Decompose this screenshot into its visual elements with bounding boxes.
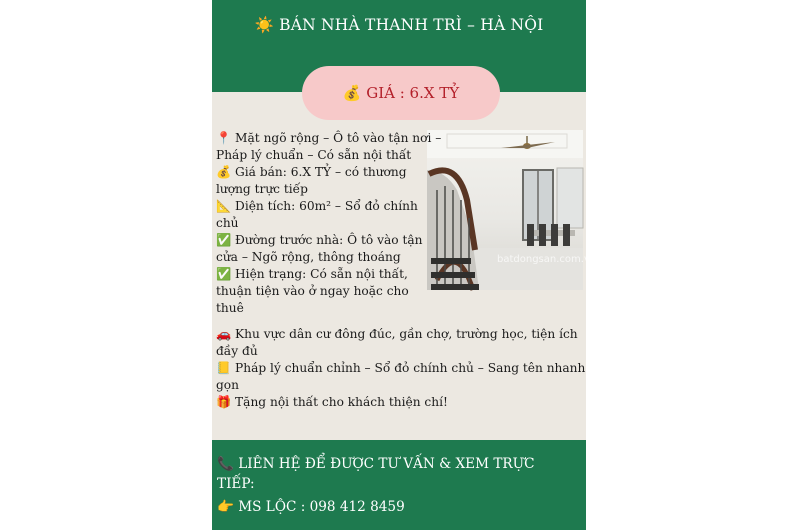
detail-line: 📍 Mặt ngõ rộng – Ô tô vào tận nơi – (216, 131, 442, 145)
highlight-line: đầy đủ (216, 344, 258, 358)
contact-footer (212, 440, 586, 530)
detail-line: Pháp lý chuẩn – Có sẵn nội thất (216, 148, 412, 162)
detail-line: ✅ Hiện trạng: Có sẵn nội thất, (216, 267, 408, 281)
highlight-line: 🚗 Khu vực dân cư đông đúc, gần chợ, trường học, tiện ích (216, 327, 578, 341)
highlight-line: 🎁 Tặng nội thất cho khách thiện chí! (216, 395, 448, 409)
highlight-line: 📒 Pháp lý chuẩn chỉnh – Sổ đỏ chính chủ – Sang tên nhanh (216, 361, 586, 375)
detail-line: ✅ Đường trước nhà: Ô tô vào tận (216, 233, 423, 247)
detail-line: cửa – Ngõ rộng, thông thoáng (216, 250, 401, 264)
contact-heading: 📞 LIÊN HỆ ĐỂ ĐƯỢC TƯ VẤN & XEM TRỰC (217, 456, 535, 472)
detail-line: thuê (216, 301, 244, 315)
detail-line: 📐 Diện tích: 60m² – Sổ đỏ chính (216, 199, 418, 213)
poster-title: ☀️ BÁN NHÀ THANH TRÌ – HÀ NỘI (254, 16, 544, 34)
detail-line: 💰 Giá bán: 6.X TỶ – có thương (216, 165, 407, 179)
contact-heading-cont: TIẾP: (217, 476, 255, 492)
photo-watermark: batdongsan.com.vn (497, 254, 597, 265)
contact-phone[interactable]: 👉 MS LỘC : 098 412 8459 (217, 499, 405, 515)
detail-line: thuận tiện vào ở ngay hoặc cho (216, 284, 409, 298)
listing-poster (212, 0, 597, 530)
detail-line: chủ (216, 216, 239, 230)
highlight-line: gọn (216, 378, 239, 392)
interior-photo (427, 130, 597, 290)
price-badge: 💰 GIÁ : 6.X TỶ (302, 66, 500, 120)
staircase-room-illustration (427, 130, 597, 290)
detail-line: lượng trực tiếp (216, 182, 308, 196)
